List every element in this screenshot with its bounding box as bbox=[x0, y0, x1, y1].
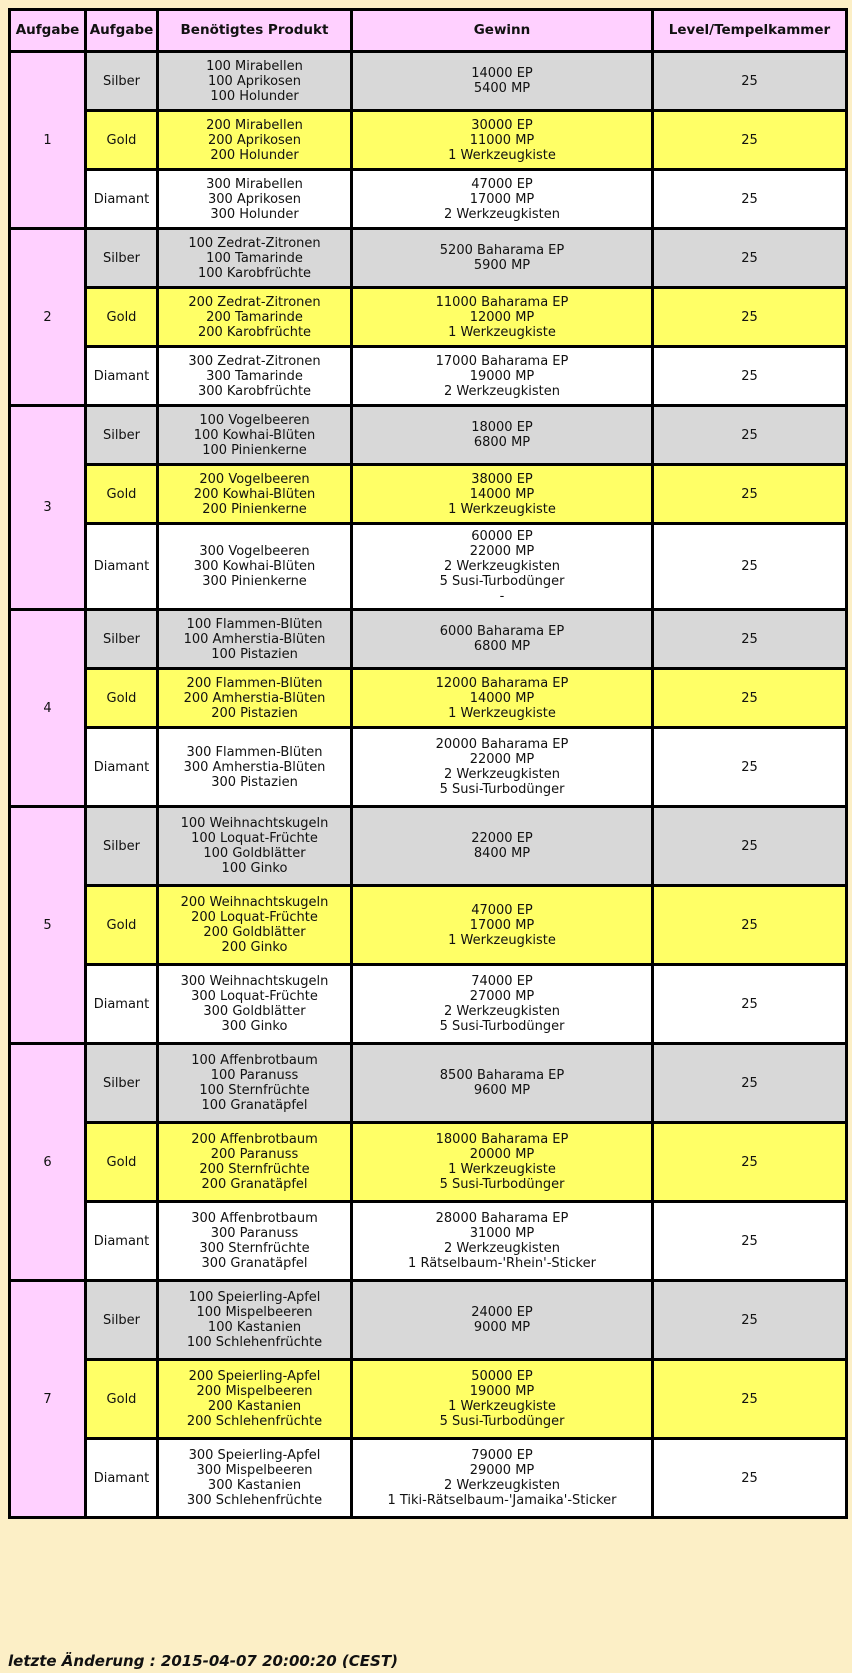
tier-label: Gold bbox=[86, 288, 158, 347]
reward-line: 20000 Baharama EP bbox=[435, 737, 569, 752]
tier-label: Gold bbox=[86, 886, 158, 965]
product-line: 100 Mirabellen bbox=[206, 58, 303, 74]
table-row bbox=[10, 347, 847, 406]
rewards bbox=[352, 347, 653, 406]
reward-line: 8400 MP bbox=[473, 846, 531, 861]
rewards bbox=[352, 111, 653, 170]
level-value: 25 bbox=[653, 1281, 847, 1360]
product-line: 300 Tamarinde bbox=[206, 368, 303, 384]
reward-line: 5900 MP bbox=[473, 258, 531, 273]
product-line: 200 Sternfrüchte bbox=[199, 1162, 310, 1177]
table-row bbox=[10, 610, 847, 669]
reward-line: 29000 MP bbox=[469, 1463, 535, 1478]
task-number: 5 bbox=[10, 807, 86, 1044]
level-value: 25 bbox=[653, 1360, 847, 1439]
level-value: 25 bbox=[653, 111, 847, 170]
header-aufgabe-number: Aufgabe bbox=[10, 10, 86, 52]
product-line: 100 Pistazien bbox=[211, 646, 298, 662]
required-products bbox=[158, 965, 352, 1044]
reward-line: 5 Susi-Turbodünger bbox=[439, 574, 565, 589]
required-products bbox=[158, 170, 352, 229]
table-row bbox=[10, 807, 847, 886]
required-products bbox=[158, 229, 352, 288]
required-products bbox=[158, 52, 352, 111]
product-line: 100 Ginko bbox=[221, 861, 288, 876]
product-line: 100 Amherstia-Blüten bbox=[183, 631, 326, 647]
product-line: 200 Schlehenfrüchte bbox=[186, 1414, 323, 1429]
level-value: 25 bbox=[653, 52, 847, 111]
table-row bbox=[10, 1439, 847, 1518]
task-number: 4 bbox=[10, 610, 86, 807]
product-line: 200 Vogelbeeren bbox=[199, 471, 310, 487]
tier-label: Silber bbox=[86, 1281, 158, 1360]
product-line: 200 Tamarinde bbox=[206, 309, 303, 325]
tier-label: Diamant bbox=[86, 170, 158, 229]
rewards bbox=[352, 1439, 653, 1518]
reward-line: 2 Werkzeugkisten bbox=[444, 383, 560, 399]
tier-label: Silber bbox=[86, 52, 158, 111]
product-line: 300 Paranuss bbox=[210, 1226, 299, 1241]
product-line: 300 Vogelbeeren bbox=[199, 544, 310, 559]
reward-line: 9600 MP bbox=[473, 1083, 531, 1098]
reward-line: 47000 EP bbox=[471, 176, 533, 192]
reward-line: 2 Werkzeugkisten bbox=[444, 767, 560, 782]
rewards bbox=[352, 288, 653, 347]
reward-line: 6800 MP bbox=[473, 639, 531, 654]
product-line: 300 Pinienkerne bbox=[202, 574, 307, 589]
table-row bbox=[10, 1202, 847, 1281]
product-line: 200 Pinienkerne bbox=[202, 501, 307, 517]
reward-line: 2 Werkzeugkisten bbox=[444, 559, 560, 574]
header-row bbox=[10, 10, 847, 52]
product-line: 300 Karobfrüchte bbox=[197, 383, 312, 399]
product-line: 100 Schlehenfrüchte bbox=[186, 1335, 323, 1350]
reward-line: 17000 MP bbox=[469, 917, 535, 933]
reward-line: 30000 EP bbox=[471, 117, 533, 133]
reward-line: 17000 MP bbox=[469, 191, 535, 207]
reward-line: 22000 MP bbox=[469, 752, 535, 767]
rewards bbox=[352, 465, 653, 524]
table-row bbox=[10, 111, 847, 170]
product-line: 100 Mispelbeeren bbox=[196, 1305, 313, 1320]
reward-line: 1 Werkzeugkiste bbox=[448, 1399, 556, 1414]
rewards bbox=[352, 524, 653, 610]
rewards bbox=[352, 1360, 653, 1439]
tier-label: Diamant bbox=[86, 347, 158, 406]
task-table-wrapper bbox=[8, 8, 845, 1519]
table-row bbox=[10, 288, 847, 347]
product-line: 300 Flammen-Blüten bbox=[186, 744, 323, 760]
product-line: 200 Loquat-Früchte bbox=[191, 910, 318, 925]
product-line: 300 Affenbrotbaum bbox=[191, 1211, 318, 1226]
reward-line: 1 Werkzeugkiste bbox=[448, 932, 556, 948]
reward-line: 22000 MP bbox=[469, 544, 535, 559]
table-row bbox=[10, 406, 847, 465]
reward-line: 17000 Baharama EP bbox=[435, 353, 569, 369]
tier-label: Silber bbox=[86, 406, 158, 465]
reward-line: 12000 MP bbox=[469, 309, 535, 325]
level-value: 25 bbox=[653, 1439, 847, 1518]
product-line: 200 Mirabellen bbox=[206, 117, 303, 133]
tier-label: Diamant bbox=[86, 1439, 158, 1518]
product-line: 200 Affenbrotbaum bbox=[191, 1132, 318, 1147]
level-value: 25 bbox=[653, 728, 847, 807]
tier-label: Silber bbox=[86, 807, 158, 886]
table-row bbox=[10, 965, 847, 1044]
level-value: 25 bbox=[653, 886, 847, 965]
reward-line: 22000 EP bbox=[471, 831, 533, 846]
reward-line: 60000 EP bbox=[471, 529, 533, 544]
product-line: 100 Flammen-Blüten bbox=[186, 616, 323, 632]
reward-line: 38000 EP bbox=[471, 471, 533, 487]
product-line: 200 Ginko bbox=[221, 940, 288, 955]
product-line: 100 Holunder bbox=[210, 88, 299, 104]
product-line: 200 Zedrat-Zitronen bbox=[188, 294, 321, 310]
level-value: 25 bbox=[653, 524, 847, 610]
rewards bbox=[352, 886, 653, 965]
required-products bbox=[158, 1044, 352, 1123]
product-line: 300 Holunder bbox=[210, 206, 299, 222]
table-row bbox=[10, 1044, 847, 1123]
level-value: 25 bbox=[653, 1044, 847, 1123]
product-line: 300 Mispelbeeren bbox=[196, 1463, 313, 1478]
required-products bbox=[158, 1202, 352, 1281]
rewards bbox=[352, 406, 653, 465]
tier-label: Diamant bbox=[86, 524, 158, 610]
reward-line: 2 Werkzeugkisten bbox=[444, 206, 560, 222]
reward-line: 1 Werkzeugkiste bbox=[448, 1162, 556, 1177]
reward-line: 14000 EP bbox=[471, 66, 533, 81]
header-required-product: Benötigtes Produkt bbox=[158, 10, 352, 52]
product-line: 100 Sternfrüchte bbox=[199, 1083, 310, 1098]
table-row bbox=[10, 229, 847, 288]
task-table-body bbox=[10, 52, 847, 1518]
product-line: 300 Sternfrüchte bbox=[199, 1241, 310, 1256]
product-line: 200 Amherstia-Blüten bbox=[183, 690, 326, 706]
header-aufgabe-tier: Aufgabe bbox=[86, 10, 158, 52]
reward-line: 79000 EP bbox=[471, 1448, 533, 1463]
reward-line: 11000 Baharama EP bbox=[435, 294, 569, 310]
product-line: 100 Vogelbeeren bbox=[199, 412, 310, 428]
required-products bbox=[158, 1123, 352, 1202]
reward-line: 2 Werkzeugkisten bbox=[444, 1478, 560, 1493]
product-line: 100 Goldblätter bbox=[203, 846, 306, 861]
tier-label: Gold bbox=[86, 465, 158, 524]
reward-line: 18000 EP bbox=[471, 420, 533, 435]
level-value: 25 bbox=[653, 288, 847, 347]
table-row bbox=[10, 728, 847, 807]
table-row bbox=[10, 465, 847, 524]
required-products bbox=[158, 1281, 352, 1360]
product-line: 300 Weihnachtskugeln bbox=[180, 974, 329, 989]
table-row bbox=[10, 52, 847, 111]
required-products bbox=[158, 669, 352, 728]
reward-line: 19000 MP bbox=[469, 1384, 535, 1399]
required-products bbox=[158, 465, 352, 524]
product-line: 200 Flammen-Blüten bbox=[186, 675, 323, 691]
tier-label: Gold bbox=[86, 1360, 158, 1439]
reward-line: 1 Werkzeugkiste bbox=[448, 501, 556, 517]
required-products bbox=[158, 347, 352, 406]
reward-line: 1 Rätselbaum-'Rhein'-Sticker bbox=[408, 1256, 596, 1271]
product-line: 200 Holunder bbox=[210, 147, 299, 163]
reward-line: 6000 Baharama EP bbox=[439, 624, 565, 639]
level-value: 25 bbox=[653, 406, 847, 465]
required-products bbox=[158, 111, 352, 170]
product-line: 200 Paranuss bbox=[210, 1147, 299, 1162]
product-line: 300 Ginko bbox=[221, 1019, 288, 1034]
rewards bbox=[352, 669, 653, 728]
reward-line: 1 Werkzeugkiste bbox=[448, 147, 556, 163]
reward-line: 1 Werkzeugkiste bbox=[448, 324, 556, 340]
product-line: 100 Granatäpfel bbox=[201, 1098, 308, 1113]
product-line: 100 Tamarinde bbox=[206, 250, 303, 266]
task-number: 1 bbox=[10, 52, 86, 229]
level-value: 25 bbox=[653, 229, 847, 288]
level-value: 25 bbox=[653, 965, 847, 1044]
tier-label: Diamant bbox=[86, 728, 158, 807]
header-reward: Gewinn bbox=[352, 10, 653, 52]
product-line: 300 Zedrat-Zitronen bbox=[188, 353, 321, 369]
product-line: 300 Kastanien bbox=[207, 1478, 302, 1493]
product-line: 100 Kowhai-Blüten bbox=[193, 427, 316, 443]
table-row bbox=[10, 1360, 847, 1439]
product-line: 300 Kowhai-Blüten bbox=[193, 559, 316, 574]
product-line: 200 Weihnachtskugeln bbox=[180, 895, 329, 910]
product-line: 200 Granatäpfel bbox=[201, 1177, 308, 1192]
product-line: 100 Kastanien bbox=[207, 1320, 302, 1335]
product-line: 300 Pistazien bbox=[211, 774, 298, 790]
level-value: 25 bbox=[653, 1123, 847, 1202]
rewards bbox=[352, 1281, 653, 1360]
reward-line: 9000 MP bbox=[473, 1320, 531, 1335]
reward-line: 6800 MP bbox=[473, 435, 531, 450]
task-number: 7 bbox=[10, 1281, 86, 1518]
reward-line: 19000 MP bbox=[469, 368, 535, 384]
level-value: 25 bbox=[653, 669, 847, 728]
product-line: 300 Loquat-Früchte bbox=[191, 989, 318, 1004]
reward-line: 12000 Baharama EP bbox=[435, 675, 569, 691]
level-value: 25 bbox=[653, 347, 847, 406]
reward-line: 5200 Baharama EP bbox=[439, 243, 565, 258]
rewards bbox=[352, 52, 653, 111]
last-modified: letzte Änderung : 2015-04-07 20:00:20 (CEST) bbox=[8, 1652, 398, 1670]
level-value: 25 bbox=[653, 465, 847, 524]
product-line: 200 Aprikosen bbox=[207, 132, 302, 148]
reward-line: 18000 Baharama EP bbox=[435, 1132, 569, 1147]
reward-line: 14000 MP bbox=[469, 690, 535, 706]
table-row bbox=[10, 1281, 847, 1360]
reward-line: 11000 MP bbox=[469, 132, 535, 148]
product-line: 100 Paranuss bbox=[210, 1068, 299, 1083]
product-line: 200 Pistazien bbox=[211, 705, 298, 721]
rewards bbox=[352, 965, 653, 1044]
tier-label: Silber bbox=[86, 229, 158, 288]
table-row bbox=[10, 669, 847, 728]
task-table bbox=[8, 8, 848, 1519]
tier-label: Gold bbox=[86, 111, 158, 170]
product-line: 200 Speierling-Apfel bbox=[188, 1369, 321, 1384]
reward-line: 1 Tiki-Rätselbaum-'Jamaika'-Sticker bbox=[387, 1493, 617, 1508]
required-products bbox=[158, 728, 352, 807]
reward-line: 5400 MP bbox=[473, 81, 531, 96]
required-products bbox=[158, 610, 352, 669]
product-line: 100 Weihnachtskugeln bbox=[180, 816, 329, 831]
rewards bbox=[352, 170, 653, 229]
reward-line: 24000 EP bbox=[471, 1305, 533, 1320]
reward-line: 5 Susi-Turbodünger bbox=[439, 1414, 565, 1429]
reward-line: 27000 MP bbox=[469, 989, 535, 1004]
rewards bbox=[352, 1044, 653, 1123]
product-line: 300 Speierling-Apfel bbox=[188, 1448, 321, 1463]
product-line: 100 Pinienkerne bbox=[202, 442, 307, 458]
rewards bbox=[352, 1123, 653, 1202]
product-line: 200 Kastanien bbox=[207, 1399, 302, 1414]
required-products bbox=[158, 807, 352, 886]
reward-line: 5 Susi-Turbodünger bbox=[439, 1177, 565, 1192]
level-value: 25 bbox=[653, 807, 847, 886]
reward-line: 74000 EP bbox=[471, 974, 533, 989]
rewards bbox=[352, 728, 653, 807]
task-number: 2 bbox=[10, 229, 86, 406]
reward-line: - bbox=[499, 589, 505, 604]
tier-label: Silber bbox=[86, 1044, 158, 1123]
task-number: 3 bbox=[10, 406, 86, 610]
rewards bbox=[352, 229, 653, 288]
rewards bbox=[352, 807, 653, 886]
product-line: 100 Speierling-Apfel bbox=[188, 1290, 321, 1305]
level-value: 25 bbox=[653, 610, 847, 669]
table-row bbox=[10, 886, 847, 965]
reward-line: 20000 MP bbox=[469, 1147, 535, 1162]
header-level: Level/Tempelkammer bbox=[653, 10, 847, 52]
reward-line: 2 Werkzeugkisten bbox=[444, 1241, 560, 1256]
product-line: 100 Zedrat-Zitronen bbox=[188, 235, 321, 251]
tier-label: Silber bbox=[86, 610, 158, 669]
rewards bbox=[352, 1202, 653, 1281]
required-products bbox=[158, 1360, 352, 1439]
level-value: 25 bbox=[653, 1202, 847, 1281]
product-line: 100 Loquat-Früchte bbox=[191, 831, 318, 846]
product-line: 300 Goldblätter bbox=[203, 1004, 306, 1019]
required-products bbox=[158, 406, 352, 465]
product-line: 200 Goldblätter bbox=[203, 925, 306, 940]
product-line: 300 Schlehenfrüchte bbox=[186, 1493, 323, 1508]
required-products bbox=[158, 886, 352, 965]
required-products bbox=[158, 524, 352, 610]
level-value: 25 bbox=[653, 170, 847, 229]
reward-line: 5 Susi-Turbodünger bbox=[439, 1019, 565, 1034]
product-line: 100 Affenbrotbaum bbox=[191, 1053, 318, 1068]
rewards bbox=[352, 610, 653, 669]
reward-line: 1 Werkzeugkiste bbox=[448, 705, 556, 721]
reward-line: 31000 MP bbox=[469, 1226, 535, 1241]
reward-line: 5 Susi-Turbodünger bbox=[439, 782, 565, 797]
reward-line: 8500 Baharama EP bbox=[439, 1068, 565, 1083]
required-products bbox=[158, 1439, 352, 1518]
product-line: 200 Karobfrüchte bbox=[197, 324, 312, 340]
tier-label: Diamant bbox=[86, 1202, 158, 1281]
reward-line: 2 Werkzeugkisten bbox=[444, 1004, 560, 1019]
table-row bbox=[10, 170, 847, 229]
tier-label: Gold bbox=[86, 1123, 158, 1202]
product-line: 300 Granatäpfel bbox=[201, 1256, 308, 1271]
product-line: 300 Mirabellen bbox=[206, 176, 303, 192]
reward-line: 14000 MP bbox=[469, 486, 535, 502]
reward-line: 50000 EP bbox=[471, 1369, 533, 1384]
product-line: 100 Aprikosen bbox=[207, 73, 302, 89]
product-line: 300 Aprikosen bbox=[207, 191, 302, 207]
task-number: 6 bbox=[10, 1044, 86, 1281]
product-line: 200 Kowhai-Blüten bbox=[193, 486, 316, 502]
table-row bbox=[10, 524, 847, 610]
reward-line: 28000 Baharama EP bbox=[435, 1211, 569, 1226]
reward-line: 47000 EP bbox=[471, 902, 533, 918]
product-line: 100 Karobfrüchte bbox=[197, 265, 312, 281]
tier-label: Gold bbox=[86, 669, 158, 728]
table-row bbox=[10, 1123, 847, 1202]
tier-label: Diamant bbox=[86, 965, 158, 1044]
product-line: 200 Mispelbeeren bbox=[196, 1384, 313, 1399]
required-products bbox=[158, 288, 352, 347]
product-line: 300 Amherstia-Blüten bbox=[183, 759, 326, 775]
